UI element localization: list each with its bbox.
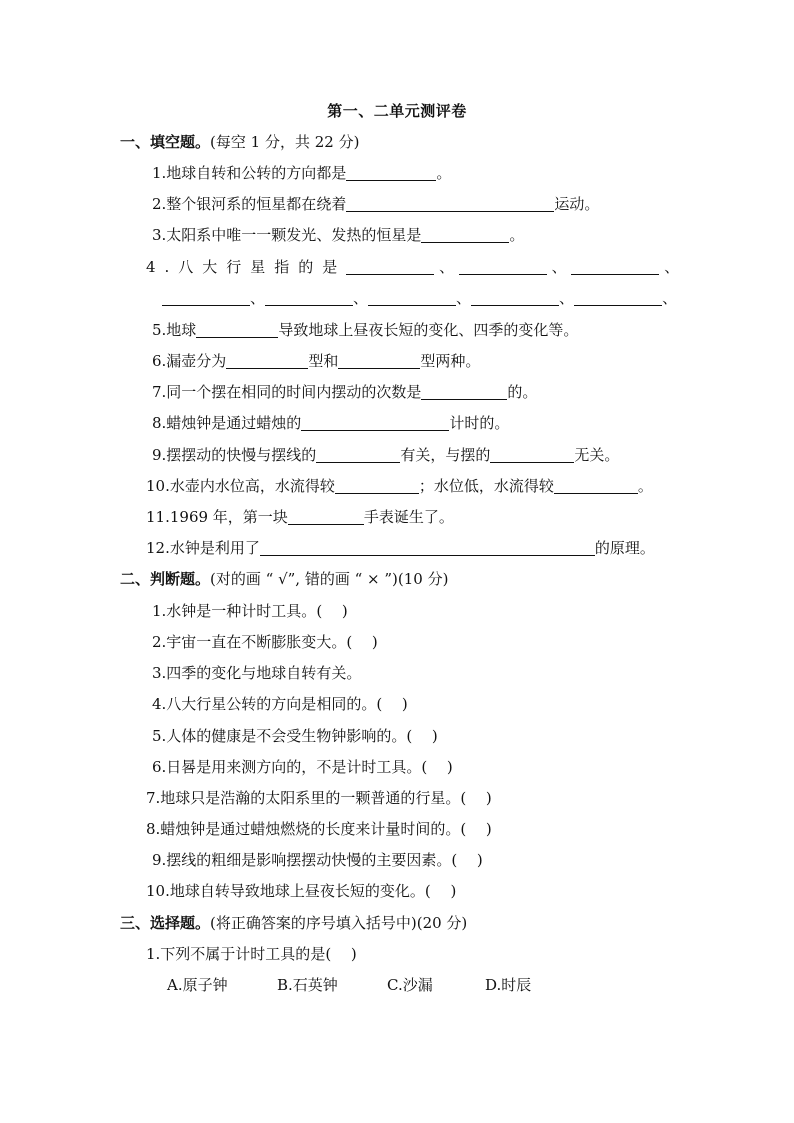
fill-question-7 (152, 381, 537, 403)
judge-question: 4.八大行星公转的方向是相同的。( ) (152, 695, 408, 713)
answer-blank[interactable] (196, 321, 278, 338)
answer-blank[interactable] (162, 289, 250, 306)
section1-heading (120, 131, 359, 153)
q6-text: 6.漏壶分为 (152, 352, 227, 370)
q11-text: 11.1969 年，第一块 (146, 508, 288, 526)
q9-end: 无关。 (574, 446, 620, 464)
section3-title: 三、选择题。 (120, 914, 211, 932)
answer-blank[interactable] (338, 352, 420, 369)
section3-note: (将正确答案的序号填入括号中)(20 分) (210, 914, 468, 932)
section1-title: 一、填空题。 (120, 133, 211, 151)
q9-middle: 有关，与摆的 (400, 446, 491, 464)
q9-text: 9.摆摆动的快慢与摆线的 (152, 446, 317, 464)
q2-text: 2.整个银河系的恒星都在绕着 (152, 195, 347, 213)
q4-separator: 、 (662, 289, 678, 307)
fill-question-2 (152, 193, 599, 215)
q6-middle: 型和 (308, 352, 339, 370)
judge-question: 10.地球自转导致地球上昼夜长短的变化。( ) (146, 882, 457, 900)
fill-question-10 (146, 475, 653, 497)
judge-question: 1.水钟是一种计时工具。( ) (152, 602, 348, 620)
fill-question-9 (152, 444, 619, 466)
option-b[interactable]: B.石英钟 (277, 976, 338, 994)
fill-question-3 (152, 224, 524, 246)
q7-text: 7.同一个摆在相同的时间内摆动的次数是 (152, 383, 422, 401)
judge-question: 6.日晷是用来测方向的，不是计时工具。( ) (152, 758, 453, 776)
judge-question: 9.摆线的粗细是影响摆摆动快慢的主要因素。( ) (152, 851, 483, 869)
fill-question-12 (146, 537, 655, 559)
answer-blank[interactable] (226, 352, 308, 369)
q8-text: 8.蜡烛钟是通过蜡烛的 (152, 414, 302, 432)
answer-blank[interactable] (421, 383, 507, 400)
section2-title: 二、判断题。 (120, 570, 211, 588)
q1-text: 1.地球自转和公转的方向都是 (152, 164, 347, 182)
q5-text: 5.地球 (152, 321, 197, 339)
judge-question: 2.宇宙一直在不断膨胀变大。( ) (152, 633, 378, 651)
q2-end: 运动。 (554, 195, 600, 213)
q4-separator: 、 (353, 289, 369, 307)
fill-question-4-cont (162, 287, 677, 309)
answer-blank[interactable] (471, 289, 559, 306)
section1-note: (每空 1 分，共 22 分) (210, 133, 360, 151)
judge-question: 7.地球只是浩瀚的太阳系里的一颗普通的行星。( ) (146, 789, 492, 807)
section3-heading (120, 912, 467, 934)
answer-blank[interactable] (265, 289, 353, 306)
choice-options (167, 974, 531, 996)
section2-heading (120, 568, 448, 590)
q3-text: 3.太阳系中唯一一颗发光、发热的恒星是 (152, 226, 422, 244)
answer-blank[interactable] (288, 508, 364, 525)
answer-blank[interactable] (490, 446, 574, 463)
q12-text: 12.水钟是利用了 (146, 539, 260, 557)
fill-question-1 (152, 162, 451, 184)
q3-end: 。 (509, 226, 525, 244)
answer-blank[interactable] (459, 258, 547, 275)
answer-blank[interactable] (346, 195, 554, 212)
q8-end: 计时的。 (449, 414, 510, 432)
answer-blank[interactable] (368, 289, 456, 306)
answer-blank[interactable] (260, 539, 595, 556)
q10-middle: ；水位低，水流得较 (418, 477, 554, 495)
fill-question-4 (146, 256, 679, 278)
choice-question-1: 1.下列不属于计时工具的是( ) (146, 945, 357, 963)
q10-end: 。 (637, 477, 653, 495)
answer-blank[interactable] (346, 258, 434, 275)
q4-separator: 、 (250, 289, 266, 307)
judge-question: 8.蜡烛钟是通过蜡烛燃烧的长度来计量时间的。( ) (146, 820, 492, 838)
fill-question-6 (152, 350, 480, 372)
answer-blank[interactable] (335, 477, 419, 494)
q4-separator: 、 (456, 289, 472, 307)
answer-blank[interactable] (316, 446, 400, 463)
answer-blank[interactable] (301, 414, 449, 431)
section2-note: (对的画 “ √”, 错的画 “ × ”)(10 分) (210, 570, 449, 588)
q4-text: 4.八大行星指的是 (146, 258, 347, 276)
q4-separator: 、 (551, 258, 567, 276)
q7-end: 的。 (507, 383, 538, 401)
q6-end: 型两种。 (420, 352, 481, 370)
answer-blank[interactable] (571, 258, 659, 275)
q1-end: 。 (436, 164, 452, 182)
answer-blank[interactable] (554, 477, 638, 494)
judge-question: 5.人体的健康是不会受生物钟影响的。( ) (152, 727, 438, 745)
q4-separator: 、 (559, 289, 575, 307)
page-title: 第一、二单元测评卷 (327, 102, 467, 120)
q10-text: 10.水壶内水位高，水流得较 (146, 477, 335, 495)
q4-separator: 、 (439, 258, 455, 276)
answer-blank[interactable] (574, 289, 662, 306)
fill-question-11 (146, 506, 454, 528)
q5-end: 导致地球上昼夜长短的变化、四季的变化等。 (278, 321, 579, 339)
fill-question-5 (152, 319, 578, 341)
option-d[interactable]: D.时辰 (485, 976, 532, 994)
answer-blank[interactable] (346, 164, 436, 181)
q12-end: 的原理。 (594, 539, 655, 557)
answer-blank[interactable] (421, 226, 509, 243)
q4-separator: 、 (664, 258, 680, 276)
fill-question-8 (152, 412, 509, 434)
option-a[interactable]: A.原子钟 (167, 976, 228, 994)
option-c[interactable]: C.沙漏 (387, 976, 433, 994)
q11-end: 手表诞生了。 (363, 508, 454, 526)
judge-question: 3.四季的变化与地球自转有关。 (152, 664, 362, 682)
